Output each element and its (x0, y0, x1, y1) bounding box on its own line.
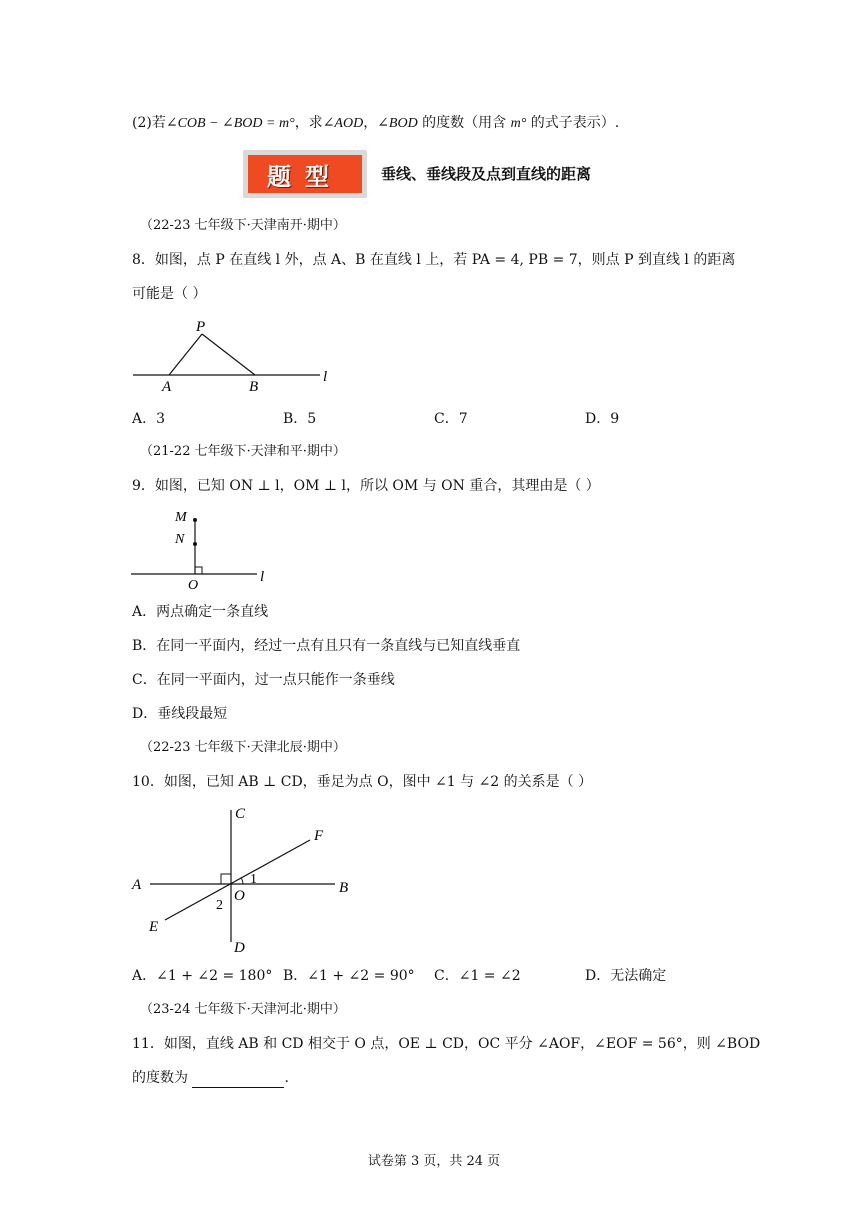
q8-option-c[interactable]: C．7 (434, 411, 468, 427)
q7-part2-prefix: (2)若 (132, 115, 166, 131)
q7-part2-text (132, 113, 619, 134)
q10-figure (125, 800, 365, 960)
q10-label-b: B (339, 880, 349, 896)
q11-stem-line1: 11．如图，直线 AB 和 CD 相交于 O 点，OE ⊥ CD，OC 平分 ∠AOF，∠EOF = 56°，则 ∠BOD (132, 1036, 761, 1052)
q9-label-m: M (175, 510, 187, 525)
q8-label-b: B (249, 379, 259, 395)
q8-stem-line2: 可能是（ ） (132, 286, 207, 302)
q9-stem: 9．如图，已知 ON ⊥ l，OM ⊥ l，所以 OM 与 ON 重合，其理由是（ ） (132, 478, 600, 494)
q8-option-d[interactable]: D．9 (585, 411, 620, 427)
q10-label-c: C (235, 806, 246, 822)
q9-option-d[interactable]: D．垂线段最短 (132, 706, 228, 722)
q7-part2-angle-bod: ∠BOD (377, 116, 418, 131)
q9-right-angle-mark (195, 567, 202, 574)
q11-stem-line2 (132, 1068, 289, 1088)
q7-part2-angle-aod: ∠AOD (322, 116, 364, 131)
q8-stem-line1: 8．如图，点 P 在直线 l 外，点 A、B 在直线 l 上，若 PA = 4, PB = 7，则点 P 到直线 l 的距离 (132, 252, 736, 268)
q11-source: （23-24 七年级下·天津河北·期中） (140, 1002, 346, 1017)
q10-stem: 10．如图，已知 AB ⊥ CD，垂足为点 O，图中 ∠1 与 ∠2 的关系是（ ） (132, 774, 593, 790)
q10-angle1-arc (242, 879, 244, 885)
q10-label-d: D (234, 940, 245, 956)
q9-option-b[interactable]: B．在同一平面内，经过一点有且只有一条直线与已知直线垂直 (132, 638, 521, 654)
q10-label-e: E (149, 919, 159, 935)
q8-source: （22-23 七年级下·天津南开·期中） (140, 218, 346, 233)
q11-answer-blank[interactable] (192, 1073, 284, 1088)
q8-figure (125, 312, 345, 398)
q8-label-p: P (196, 319, 206, 335)
q10-label-a: A (132, 877, 142, 893)
q9-label-o: O (188, 578, 199, 593)
q11-stem-line2-text: 的度数为 (132, 1070, 188, 1086)
q9-option-a[interactable]: A．两点确定一条直线 (132, 604, 269, 620)
q9-label-n: N (175, 532, 185, 547)
q9-point-n (193, 542, 197, 546)
page-footer: 试卷第 3 页，共 24 页 (367, 1154, 501, 1169)
q7-part2-m: m° (510, 116, 527, 131)
q7-part2-suffix-a: 的度数（用含 (417, 115, 511, 131)
q7-part2-sep: ， (363, 115, 378, 131)
q10-option-c[interactable]: C．∠1 = ∠2 (434, 968, 521, 984)
q8-option-a[interactable]: A．3 (132, 411, 166, 427)
section-title: 垂线、垂线段及点到直线的距离 (381, 165, 592, 183)
q8-option-b[interactable]: B．5 (283, 411, 317, 427)
q10-right-angle-mark (221, 874, 231, 884)
q9-point-m (193, 518, 197, 522)
q10-label-angle1: 1 (250, 872, 257, 887)
q9-label-l: l (260, 569, 265, 585)
q8-label-a: A (162, 379, 172, 395)
q10-source: （22-23 七年级下·天津北辰·期中） (140, 740, 346, 755)
q10-label-angle2: 2 (216, 898, 223, 913)
q10-label-o: O (234, 888, 245, 904)
q10-option-d[interactable]: D．无法确定 (585, 968, 667, 984)
q10-label-f: F (314, 828, 324, 844)
q9-option-c[interactable]: C．在同一平面内，过一点只能作一条垂线 (132, 672, 395, 688)
q8-segment-pb (202, 334, 255, 375)
q8-segment-pa (169, 334, 202, 375)
q8-label-l: l (323, 369, 328, 385)
section-badge-label: 题型 (248, 155, 362, 193)
q10-option-b[interactable]: B．∠1 + ∠2 = 90° (283, 968, 415, 984)
q10-line-ef (165, 840, 310, 920)
q7-part2-mid: ，求 (294, 115, 323, 131)
q7-part2-suffix-b: 的式子表示）. (526, 115, 620, 131)
q11-stem-line2-end: . (284, 1070, 289, 1086)
q9-figure (125, 500, 285, 594)
q9-source: （21-22 七年级下·天津和平·期中） (140, 444, 346, 459)
section-badge (243, 150, 367, 198)
q10-option-a[interactable]: A．∠1 + ∠2 = 180° (132, 968, 273, 984)
q7-part2-expression: ∠COB − ∠BOD = m° (165, 116, 295, 131)
